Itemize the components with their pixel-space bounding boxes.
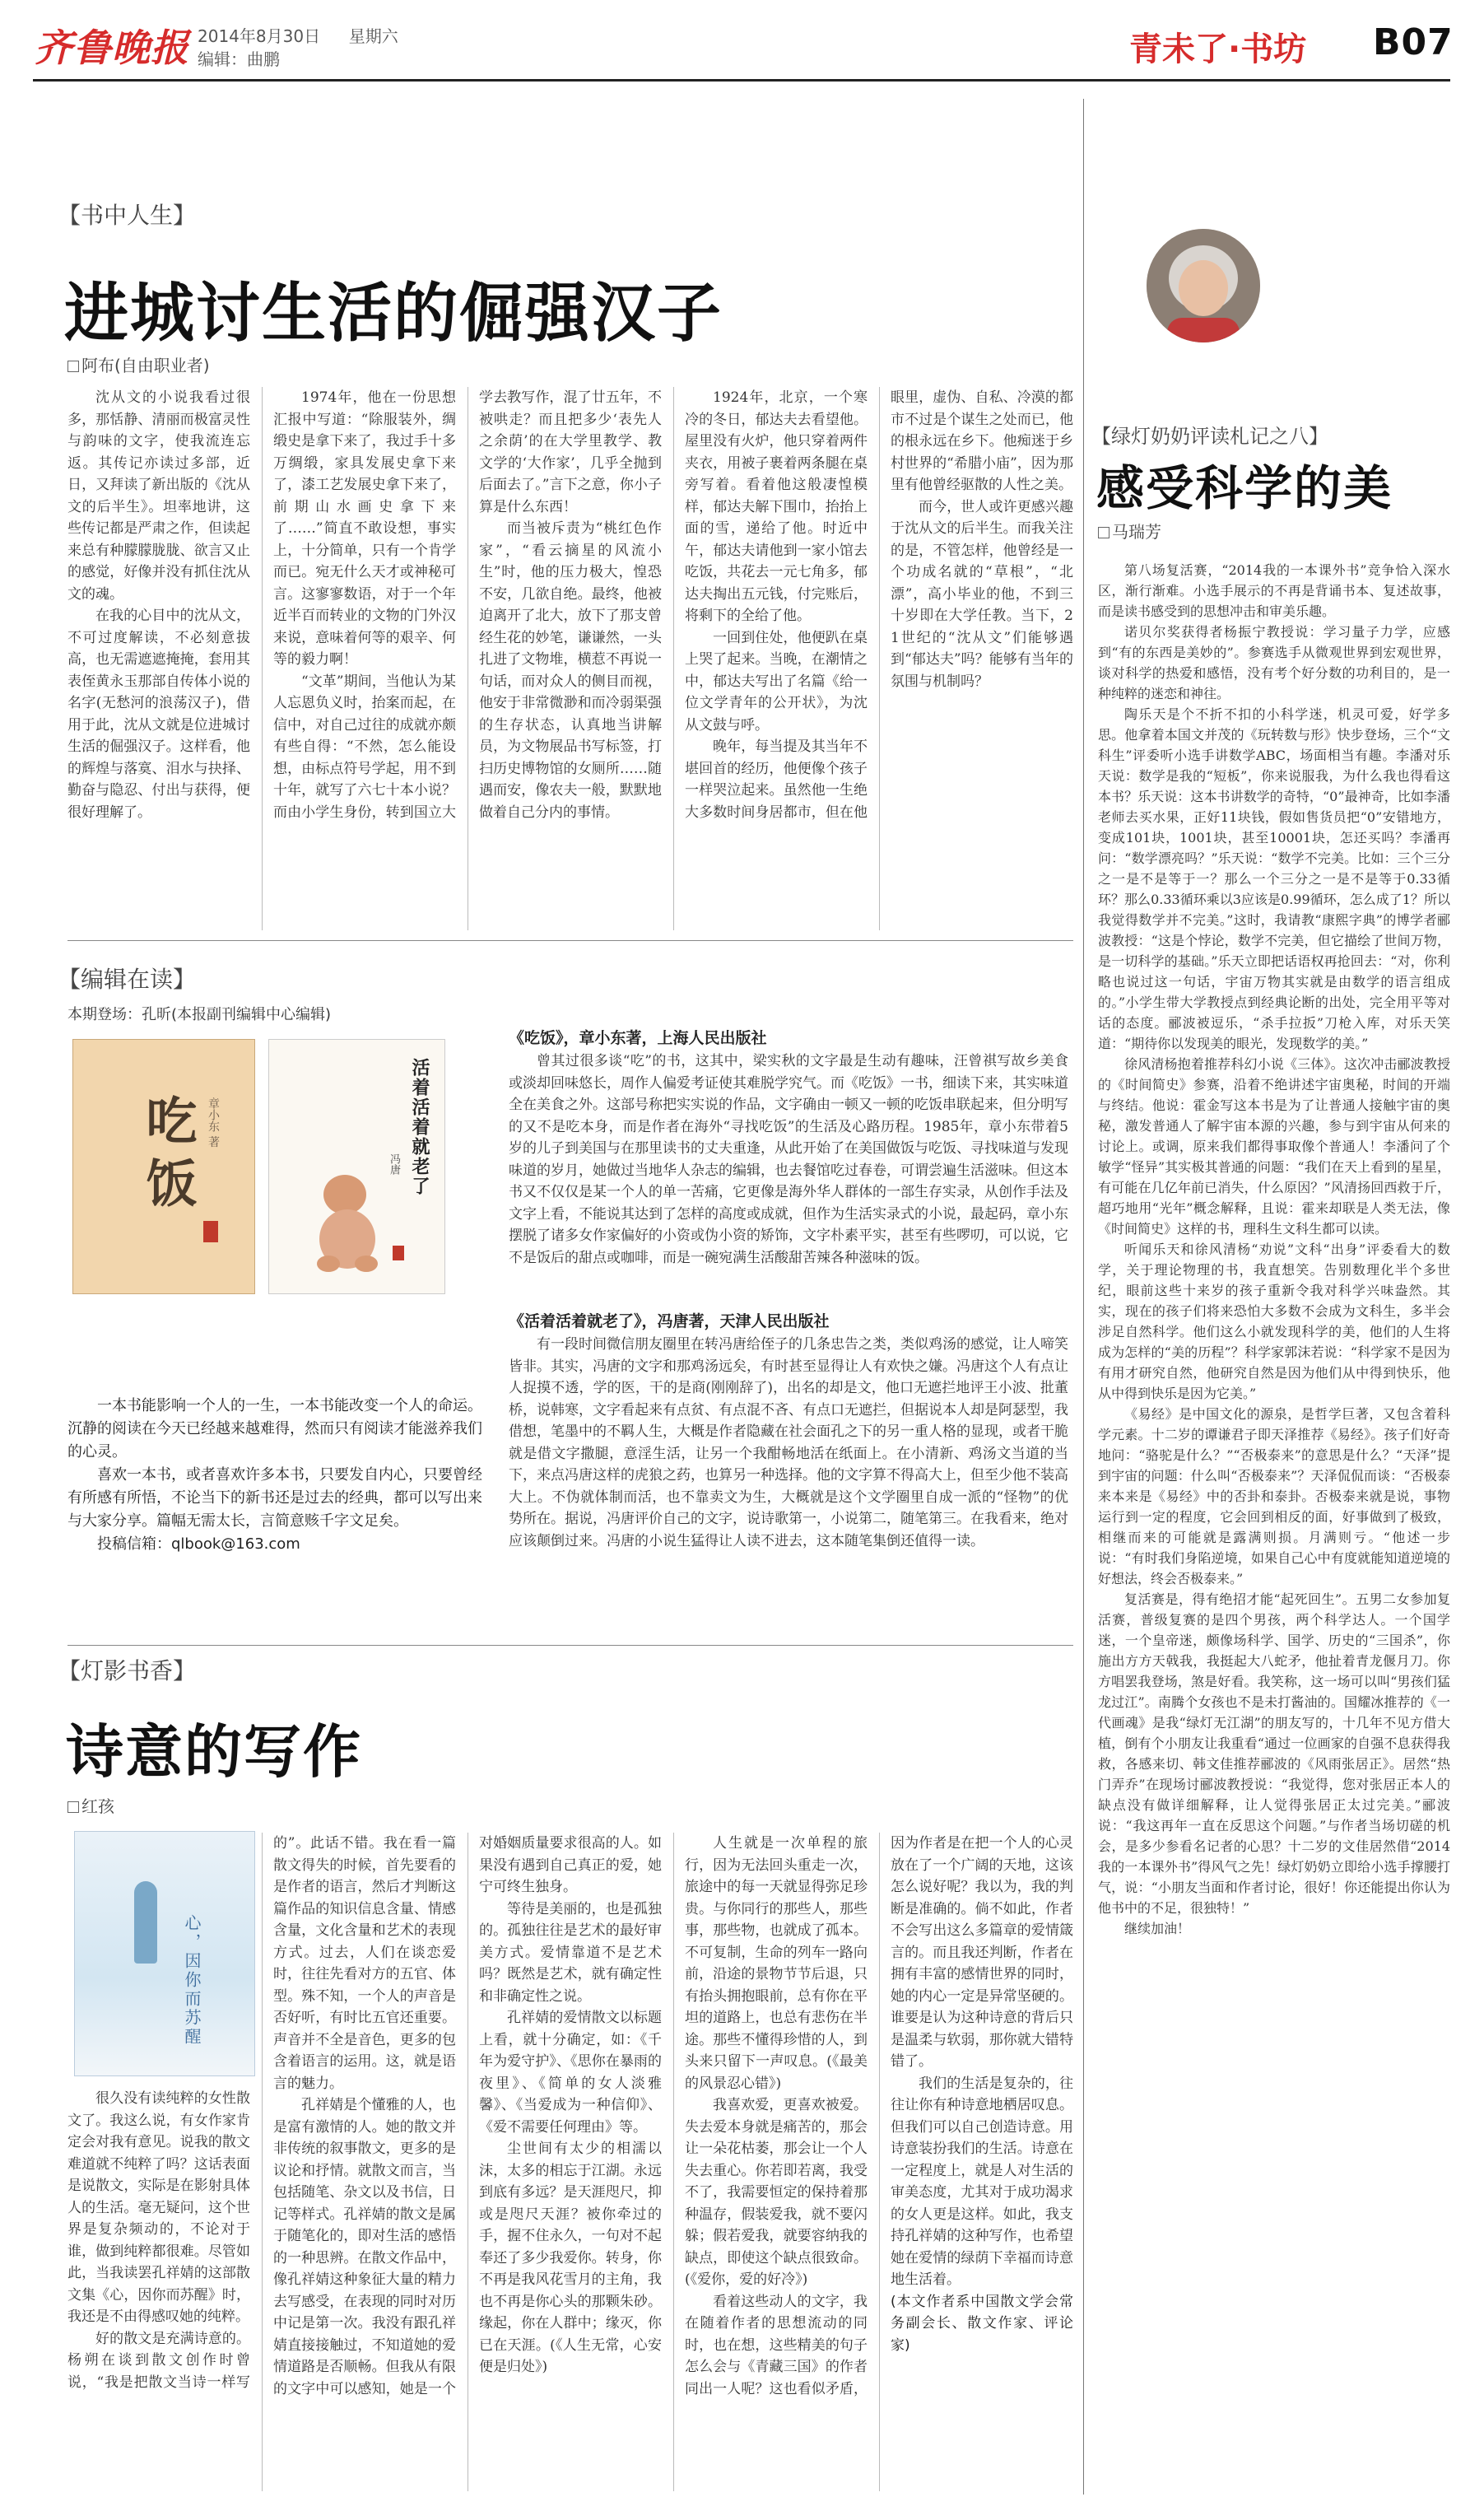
book1-review (509, 1051, 1068, 1297)
article1-paragraph: 而当被斥责为“桃红色作家”，“看云摘星的风流小生”时，他的压力极大，惶恐不安，几欲自绝。最终，他被迫离开了北大，放下了那支曾经生花的妙笔，谦谦然，一头扎进了文物堆，横惹不再说一句话，而对众人的侧目而视，他安于非常微渺和而冷弱渠强的生存状态，认真地当讲解员，为文物展品书写标签，打扫历史博物馆的女厕所……随遇而安，像农夫一般，默默地做着自己分内的事情。 (479, 520, 662, 821)
page-code: B07 (1373, 21, 1454, 63)
article2-paragraph: 孔祥婧是个懂雅的人，也是富有激情的人。她的散文并非传统的叙事散文，更多的是议论和抒情。就散文而言，当包括随笔、杂文以及书信，日记等样式。孔祥婧的散文是属于随笔化的，即对生活的感悟的一种思辨。在散文作品中，像孔祥婧这种象征大量的精力去写感受，在表现的同时对历中记是第一次。我没有跟孔祥婧直接接触过，不知道她的爱情道路是否顺畅。但我从有限的文字中可以感知，她是一个对婚姻质量要求很高的人。如果没有遇到自己真正的爱，她宁可终生独身。 (273, 1835, 662, 2397)
article2-paragraph: 很久没有读纯粹的女性散文了。我这么说，有女作家肯定会对我有意见。说我的散文难道就不纯粹了吗？这话表面是说散文，实际是在影射具体人的生活。毫无疑问，这个世界是复杂频动的，不论对于谁，做到纯粹都很难。尽管如此，当我读罢孔祥婧的这部散文集《心，因你而苏醒》时，我还是不由得感叹她的纯粹。 (67, 2090, 250, 2325)
article2-byline (67, 1793, 114, 1817)
article2-footnote: (本文作者系中国散文学会常务副会长、散文作家、评论家) (891, 2293, 1073, 2354)
section-label-text: 青未了·书坊 (1129, 30, 1307, 68)
article3-paragraph: 《易经》是中国文化的源泉，是哲学巨著，又包含着科学元素。十二岁的谭谦君子即天泽推荐《易经》。孩子们好奇地问：“骆驼是什么？”“否极泰来”的意思是什么？“天泽”提到宇宙的问题：什么叫“否极泰来”？天泽侃侃而谈：“否极泰来本来是《易经》中的否卦和泰卦。否极泰来就是说，事物运行到一定的程度，它会回到相反的面，好事做到了极致，相继而来的可能就是露满则损。月满则亏。“他述一步说：“有时我们身陷逆境，如果自己心中有度就能知道逆境的好想法，终会否极泰来。” (1098, 1406, 1450, 1586)
cover-vertical-title: 吃饭 (137, 1094, 198, 1219)
byline-box-icon (67, 361, 79, 372)
book1-heading: 《吃饭》，章小东著，上海人民出版社 (509, 1029, 767, 1047)
article2-quote: 尘世间有太少的相濡以沫，太多的相忘于江湖。永远到底有多远？是天涯咫尺，抑或是咫尺天涯？被你牵过的手，握不住永久，一句对不起奉还了多少我爱你。转身，你不再是我风花雪月的主角，我也不再是你心头的那颗朱砂。缘起，你在人群中；缘灭，你已在天涯。(《人生无常，心安便是归处》) (479, 2141, 662, 2375)
weekday-text: 星期六 (348, 26, 398, 46)
article2-paragraph: 好的散文是充满诗意的。杨朔在谈到散文创作时曾说，“我是把散文当诗一样写的”。此话不错。我在看一篇散文得失的时候，首先要看的是作者的语言，然后才判断这篇作品的知识信息含量、情感含量，文化含量和艺术的表现方式。过去，人们在谈恋爱时，往往先看对方的五官、体型。殊不知，一个人的声音是否好听，有时比五官还重要。声音并不全是音色，更多的包含着语言的运用。这，就是语言的魅力。 (67, 1835, 456, 2391)
book2-review-text: 有一段时间微信朋友圈里在转冯唐给侄子的几条忠告之类，类似鸡汤的感觉，让人啼笑皆非。其实，冯唐的文字和那鸡汤远矣，有时甚至显得让人有欢快之嫌。冯唐这个人有点让人捉摸不透，学的医，干的是商(刚刚辞了)，出名的却是文，他口无遮拦地评王小波、批董桥，说韩寒，文字看起来有点贫、有点混不吝、有点口无遮拦，但据说本人却是阿瑟型，我借想，笔墨中的不羁人生，大概是作者隐藏在社会面孔之下的另一重人格的显现，或者干脆就是借文字撒腿，意淫生活，让另一个我酣畅地活在纸面上。在小清新、鸡汤文当道的当下，来点冯唐这样的虎狼之药，也算另一种选择。他的文字算不得高大上，但至少他不装高大上。不伪就体制而活，也不靠卖文为生，大概就是这个文学圈里自成一派的“怪物”的优势所在。据说，冯唐评价自己的文字，说诗歌第一，小说第二，随笔第三。在我看来，绝对应该颠倒过来。冯唐的小说生猛得让人读不进去，这本随笔集倒还值得一读。 (509, 1336, 1068, 1549)
byline-box-icon (1098, 527, 1110, 538)
article1-paragraph: 一回到住处，他便趴在桌上哭了起来。当晚，在潮情之中，郁达夫写出了名篇《给一位文学青年的公开状》，为沈从文鼓与呼。 (685, 629, 868, 734)
article2-paragraph: 孔祥婧的爱情散文以标题上看，就十分确定，如：《千年为爱守护》、《思你在暴雨的夜里》、《简单的女人淡雅馨》、《当爱成为一种信仰》、《爱不需要任何理由》等。 (479, 2010, 662, 2136)
article2-paragraph: 我们的生活是复杂的，往往让你有种诗意地栖居叹息。但我们可以自己创造诗意。用诗意装扮我们的生活。诗意在一定程度上，就是人对生活的审美态度，尤其对于成功渴求的女人更是这样。如此，我支持孔祥婧的这种写作，也希望她在爱情的绿荫下幸福而诗意地生活着。 (891, 2075, 1073, 2288)
section-label (1129, 23, 1306, 70)
blurb-email[interactable]: 投稿信箱：qlbook@163.com (97, 1535, 300, 1553)
article3-paragraph: 陶乐天是个不折不扣的小科学迷，机灵可爱，好学多思。他拿着本国文并茂的《玩转数与形》快步登场，三个“文科生”评委听小选手讲数学ABC，场面相当有趣。李潘对乐天说：数学是我的“短板”，你来说服我，为什么我也得看这本书？乐天说：这本书讲数学的奇特，“0”最神奇，比如李潘老师去买水果，正好11块钱，假如售货员把“0”安错地方，变成101块，1001块，甚至10001块，怎还买吗？李潘再问：“数学漂亮吗？”乐天说：“数学不完美。比如：三个三分之一是不是等于一？那么一个三分之一是不是等于0.33循环？那么0.33循环乘以3应该是0.99循环，怎么成了1？所以我觉得数学并不完美。”这时，我请教“康熙字典”的博学者郦波教授：“这是个悖论，数学不完美，但它描绘了世间万物，是一切科学的基础。”乐天立即把话语权再抢回去：“对，你利略也说过这一句话，宇宙万物其实就是由数学的语言组成的。”小学生带大学教授点到经典论断的出处，完全用平等对话的态度。郦波被逗乐，“杀手拉扳”刀枪入库，对乐天笑道：“期待你以发现美的眼光，发现数学的美。” (1098, 706, 1450, 1051)
article3-author: 马瑞芳 (1112, 522, 1161, 542)
newspaper-logo: 齐鲁晚报 (35, 26, 189, 70)
portrait-svg (1147, 229, 1260, 342)
article2-section-tag: 【灯影书香】 (58, 1657, 197, 1684)
article3-paragraph: 诺贝尔奖获得者杨振宁教授说：学习量子力学，应感到“有的东西是美妙的”。参赛选手从微观世界到宏观世界，谈对科学的热爱和感悟，没有考个好分数的功利目的，是一种纯粹的迷恋和神往。 (1098, 624, 1450, 701)
editor-blurb (67, 1395, 487, 1633)
article1-body (67, 387, 1073, 930)
article3-byline (1098, 519, 1161, 543)
editor-guest: 本期登场：孔昕(本报副刊编辑中心编辑) (67, 1006, 332, 1023)
article2-paragraph: 等待是美丽的，也是孤独的。孤独往往是艺术的最好审美方式。爱情靠道不是艺术吗？既然是艺术，就有确定性和非确定性之说。 (479, 1900, 662, 2005)
article1-section-tag: 【书中人生】 (58, 202, 197, 229)
book2-heading: 《活着活着就老了》，冯唐著，天津人民出版社 (509, 1312, 830, 1330)
editor-section-tag: 【编辑在读】 (58, 966, 197, 993)
article1-paragraph: 1924年，北京，一个寒冷的冬日，郁达夫去看望他。屋里没有火炉，他只穿着两件夹衣，用被子裹着两条腿在桌旁写着。看着他这般凄惶模样，郁达夫解下围巾，抬抬上面的雪，递给了他。时近中午，郁达夫请他到一家小馆去吃饭，共花去一元七角多，郁达夫掏出五元钱，付完账后，将剩下的全给了他。 (685, 389, 868, 624)
article3-paragraph: 第八场复活赛，“2014我的一本课外书”竞争恰入深水区，渐行渐难。小选手展示的不再是背诵书本、复述故事，而是读书感受到的思想冲击和审美乐趣。 (1098, 562, 1450, 619)
cover-seal-icon (393, 1246, 404, 1260)
article2-author: 红孩 (81, 1796, 114, 1816)
right-column-divider (1083, 99, 1084, 2495)
article2-quote: 人生就是一次单程的旅行，因为无法回头重走一次，旅途中的每一天就显得弥足珍贵。与你同行的那些人，那些事，那些物，也就成了孤本。不可复制，生命的列车一路向前，沿途的景物节节后退，只有抬头拥抱眼前，总有你在平坦的道路上，也总有悲伤在半途。那些不懂得珍惜的人，到头来只留下一声叹息。(《最美的风景忍心错》) (685, 1835, 868, 2092)
author-portrait (1147, 229, 1260, 342)
article2-quote: 我喜欢爱，更喜欢被爱。失去爱本身就是痛苦的，那会让一朵花枯萎，那会让一个人失去重心。你若即若离，我受不了，我需要恒定的保持着那种温存，假装爱我，就不要闪躲；假若爱我，就要容纳我的缺点，即使这个缺点很致命。(《爱你，爱的好冷》) (685, 2097, 868, 2288)
article1-title: 进城讨生活的倔强汉子 (64, 277, 723, 351)
book-cover-huozhe (268, 1039, 445, 1294)
article3-paragraph: 复活赛是，得有绝招才能“起死回生”。五男二女参加复活赛，普级复赛的是四个男孩，两个科学达人。一个国学迷，一个皇帝迷，颇像场科学、国学、历史的“三国杀”，你施出方方天戟我，我挺起大八蛇矛，他扯着青龙偃月刀。你方唱罢我登场，煞是好看。我笑称，这一场可以叫“男孩们猛龙过江”。南腾个女孩也不是未打酱油的。国耀冰推荐的《一代画魂》是我“绿灯无江湖”的朋友写的，十几年不见方借大植，倒有个小朋友让我重看“通过一位画家的自强不息获得我救，各感来切、韩文佳推荐郦波的《风雨张居正》。居然“热门弄乔”在现场讨郦波教授说：“我觉得，您对张居正本人的缺点没有做详细解释，让人觉得张居正太过完美。”郦波说：“我这再年一直在反思这个问题。”与作者当场切磋的机会，是多少参看名记者的心思？十二岁的文佳居然借“2014我的一本课外书”得风气之先！绿灯奶奶立即给小选手撑腰打气，说：“小朋友当面和作者讨论，很好！你还能提出你认为他书中的不足，很独特！” (1098, 1591, 1450, 1916)
article1-paragraph: 1974年，他在一份思想汇报中写道：“除服装外，绸缎史是拿下来了，我过手十多万绸缎，家具发展史拿下来了，漆工艺发展史拿下来了，前期山水画史拿下来了……”简直不敢设想，事实上，十分简单，只有一个肯学而已。宛无什么天才或神秘可言。这寥寥数语，对于一个年近半百而转业的文物的门外汉来说，意味着何等的艰辛、何等的毅力啊！ (273, 389, 456, 668)
article1-paragraph: 沈从文的小说我看过很多，那恬静、清丽而极富灵性与韵味的文字，使我流连忘返。其传记亦读过多部，近日，又拜读了新出版的《沈从文的后半生》。坦率地讲，这些传记都是严肃之作，但读起来总有种朦朦胧胧、欲言又止的感觉，好像并没有抓住沈从文的魂。 (67, 389, 250, 603)
cover-vertical-title: 活着活着就老了 (409, 1058, 430, 1196)
article3-title: 感受科学的美 (1096, 460, 1393, 516)
article2-body (67, 1833, 1073, 2491)
byline-box-icon (67, 1801, 79, 1813)
divider-editor-bottom (67, 1645, 1073, 1646)
book1-review-text: 曾其过很多谈“吃”的书，这其中，梁实秋的文字最是生动有趣味，汪曾祺写故乡美食或淡却回味悠长，周作人偏爱考证使其难脱学究气。而《吃饭》一书，细读下来，其实味道全在美食之外。这部号称把实实说的作品，文字确由一顿又一顿的吃饭串联起来，但分明写的又不是吃本身，而是作者在海外“寻找吃饭”的生活及心路历程。1985年，章小东带着5岁的儿子到美国与在那里读书的丈夫重逢，从此开始了在美国做饭与吃饭、寻找味道与发现味道的岁月，她做过当地华人杂志的编辑，也去餐馆吃过春卷，可谓尝遍生活滋味。但这本书又不仅仅是某一个人的单一苦痛，它更像是海外华人群体的一部生存实录，从创作手法及文字上看，不能说其达到了怎样的高度或成就，但作为生活实录式的小说，最起码，章小东摆脱了诸多女作家偏好的小资或伪小资的矫饰，文字朴素平实，甚至有些啰叨，可以说，它不是饭后的甜点或咖啡，而是一碗宛满生活酸甜苦辣各种滋味的饭。 (509, 1053, 1068, 1266)
masthead (0, 0, 1484, 89)
article3-paragraph: 继续加油！ (1124, 1921, 1191, 1936)
issue-date (198, 23, 398, 47)
article1-paragraph: “文革”期间，当他认为某人忘恩负义时，抬案而起，在信中，对自己过往的成就亦颇有些自得：“不然，怎么能设想，由标点符号学起，用不到十年，就写了六七十本小说？而由小学生身份，转到国立大学去教写作，混了廿五年，不被哄走？而且把多少‘表先人之余荫’的在大学里教学、教文学的‘大作家’，几乎全抛到后面去了。”言下之意，你小子算是什么东西！ (273, 389, 662, 821)
editor-line: 编辑：曲鹏 (198, 49, 280, 69)
article1-author: 阿布(自由职业者) (81, 356, 210, 375)
blurb-line: 喜欢一本书，或者喜欢许多本书，只要发自内心，只要曾经有所感有所悟，不论当下的新书还是过去的经典，都可以写出来与大家分享。篇幅无需太长，言简意赅千字文足矣。 (67, 1466, 482, 1530)
book-cover-chifan (72, 1039, 255, 1294)
article2-title: 诗意的写作 (66, 1718, 362, 1786)
date-text: 2014年8月30日 (198, 26, 321, 46)
article3-paragraph: 徐风清杨抱着推荐科幻小说《三体》。这次冲击郦波教授的《时间简史》参赛，沿着不绝讲述宇宙奥秘，时间的开端与终结。他说：霍金写这本书是为了让普通人接触宇宙的奥秘，激发普通人了解宇宙本源的兴趣，参与到宇宙从何来的讨论上。或调，原来我们都得事取像个普通人！李潘问了个敏学“怪异”其实极其普通的问题：“我们在天上看到的星星，有可能在几亿年前已消失，什么原因？”风清扬回西救于斤，超巧地用“光年”概念解释，且说：霍来却联是人类无法，像《时间简史》这样的书，理科生文科生都可以读。 (1098, 1056, 1450, 1237)
cover-vertical-title: 心，因你而苏醒 (182, 1914, 202, 2047)
article1-paragraph: 而今，世人或许更感兴趣于沈从文的后半生。而我关注的是，不管怎样，他曾经是一个功成名就的“草根”，“北漂”，高小毕业的他，不到三十岁即在大学任教。当下，21世纪的“沈从文”们能够遇到“郁达夫”吗？能够有当年的氛围与机制吗？ (891, 498, 1073, 690)
cover-seal-icon (203, 1221, 218, 1242)
article1-byline (67, 352, 210, 376)
book2-review (509, 1334, 1068, 1638)
article2-paragraph: 看着这些动人的文字，我在随着作者的思想流动的同时，也在想，这些精美的句子怎么会与《青藏三国》的作者同出一人呢？这也看似矛盾，因为作者是在把一个人的心灵放在了一个广阔的天地，这该怎么说好呢？我以为，我的判断是准确的。倘不如此，作者不会写出这么多篇章的爱情箴言的。而且我还判断，作者在拥有丰富的感情世界的同时，她的内心一定是异常坚硬的。谁要是认为这种诗意的背后只是温柔与软弱，那你就大错特错了。 (685, 1835, 1073, 2397)
article3-section-tag: 【绿灯奶奶评读札记之八】 (1091, 425, 1328, 448)
article3-paragraph: 听闻乐天和徐风清杨“劝说”文科“出身”评委看大的数学，关于理论物理的书，我直想笑。告别数理化半个多世纪，眼前这些十来岁的孩子重新令我对科学兴味盎然。其实，现在的孩子们将来恐怕大多数不会成为文科生，多半会涉足自然科学。他们这么小就发现科学的美，他们的人生将成为怎样的“美的历程”？科学家郭沫若说：“科学家不是因为有用才研究自然，他研究自然是因为他们从中得到快乐，他从中得到快乐是因为它美。” (1098, 1242, 1450, 1401)
article1-paragraph: 晚年，每当提及其当年不堪回首的经历，他便像个孩子一样哭泣起来。虽然他一生绝大多数时间身居都市，但在他眼里，虚伪、自私、冷漠的都市不过是个谋生之处而已，他的根永远在乡下。他痴迷于乡村世界的“希腊小庙”，因为那里有他曾经驱散的人性之美。 (685, 389, 1073, 821)
cover-author: 冯唐 (388, 1153, 400, 1175)
divider-article1-bottom (67, 940, 1073, 941)
article1-paragraph: 在我的心目中的沈从文，不可过度解读，不必刻意拔高，也无需遮遮掩掩，套用其表侄黄永玉那部自传体小说的名字(无愁河的浪荡汉子)，借用于此，沈从文就是位进城讨生活的倔强汉子。这样看，他的辉煌与落寞、泪水与抉择、勤奋与隐忍、付出与获得，便很好理解了。 (67, 608, 250, 821)
cover-spacer (67, 1833, 250, 2088)
masthead-rule (33, 79, 1450, 82)
baby-illustration (302, 1163, 393, 1279)
blurb-line: 一本书能影响一个人的一生，一本书能改变一个人的命运。沉静的阅读在今天已经越来越难得，然而只有阅读才能滋养我们的心灵。 (67, 1397, 482, 1460)
article3-body (1098, 560, 1450, 2490)
cover-author: 章小东 著 (207, 1097, 220, 1148)
